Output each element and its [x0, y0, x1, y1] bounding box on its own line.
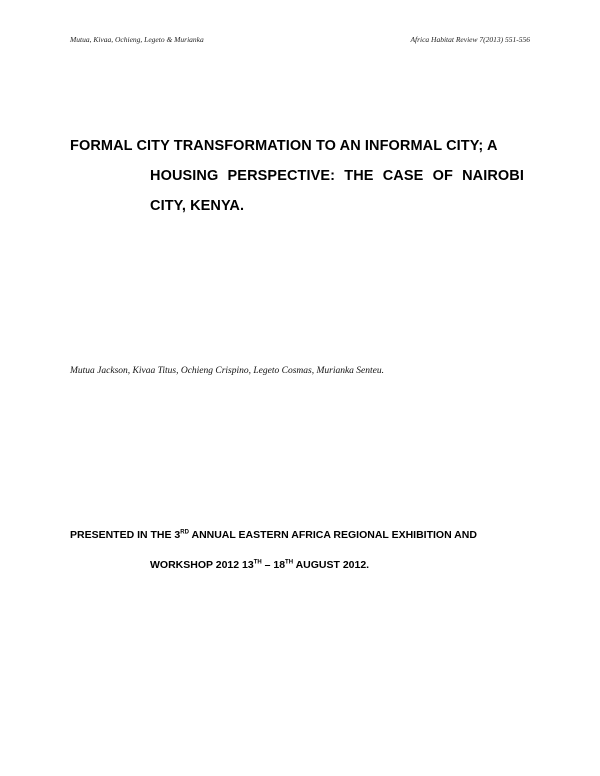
title-line-3: CITY, KENYA. [150, 198, 245, 214]
presentation-text-5: AUGUST 2012. [293, 559, 370, 571]
presentation-text-1: PRESENTED IN THE 3 [70, 529, 181, 541]
running-header [70, 35, 530, 47]
presentation-line-1 [70, 520, 540, 550]
document-title [70, 131, 540, 221]
presentation-sup-3: TH [285, 559, 294, 566]
presentation-text-3: WORKSHOP 2012 13 [150, 559, 254, 571]
header-authors: Mutua, Kivaa, Ochieng, Legeto & Murianka [70, 35, 204, 44]
presentation-note [70, 520, 540, 580]
presentation-text-2: ANNUAL EASTERN AFRICA REGIONAL EXHIBITION AND [188, 529, 477, 541]
presentation-text-4: – 18 [261, 559, 286, 571]
title-line-1: FORMAL CITY TRANSFORMATION TO AN INFORMAL CITY; A [70, 138, 498, 154]
header-citation: Africa Habitat Review 7(2013) 551-556 [410, 35, 530, 44]
presentation-line-2 [70, 550, 540, 580]
presentation-sup-2: TH [253, 559, 262, 566]
author-list: Mutua Jackson, Kivaa Titus, Ochieng Crispino, Legeto Cosmas, Murianka Senteu. [70, 366, 385, 376]
title-line-2: HOUSING PERSPECTIVE: THE CASE OF NAIROBI [150, 168, 524, 184]
presentation-sup-1: RD [180, 529, 189, 536]
